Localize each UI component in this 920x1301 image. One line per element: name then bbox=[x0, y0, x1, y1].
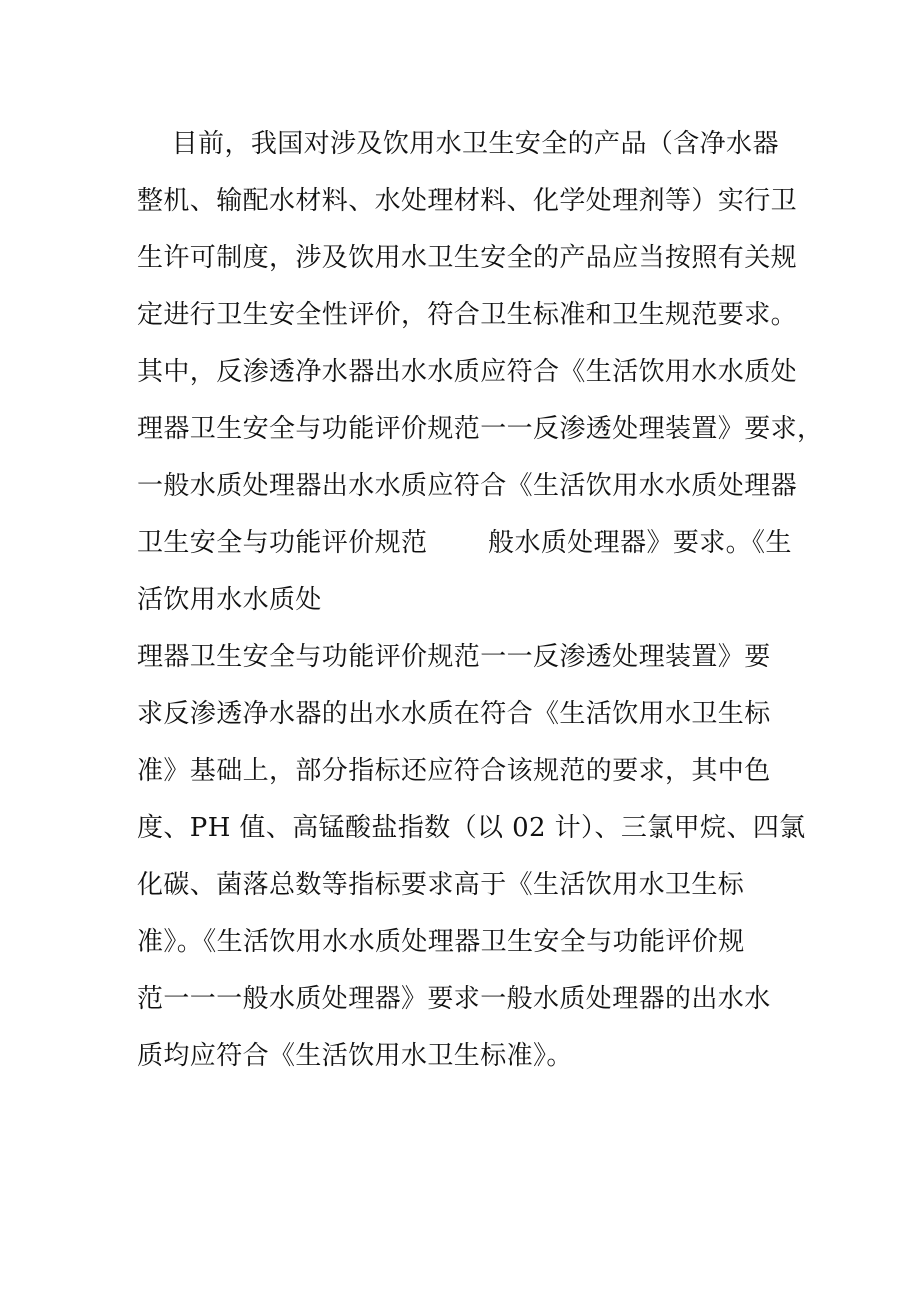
text-line: 活饮用水水质处 bbox=[137, 585, 322, 615]
text-line: 范一一一般水质处理器》要求一般水质处理器的出水水 bbox=[137, 984, 771, 1014]
text-line: 化碳、菌落总数等指标要求高于《生活饮用水卫生标 bbox=[137, 870, 745, 900]
text-line: 其中，反渗透净水器出水水质应符合《生活饮用水水质处 bbox=[137, 357, 798, 387]
text-line: 理器卫生安全与功能评价规范一一反渗透处理装置》要求， bbox=[137, 414, 824, 444]
text-line: 整机、输配水材料、水处理材料、化学处理剂等）实行卫 bbox=[137, 186, 798, 216]
text-line: 求反渗透净水器的出水水质在符合《生活饮用水卫生标 bbox=[137, 699, 771, 729]
text-line: 准》。《生活饮用水水质处理器卫生安全与功能评价规 bbox=[137, 927, 745, 957]
text-line: 度、PH 值、高锰酸盐指数（以 02 计）、三氯甲烷、四氯 bbox=[137, 813, 806, 843]
text-line: 质均应符合《生活饮用水卫生标准》。 bbox=[137, 1041, 573, 1071]
text-line: 理器卫生安全与功能评价规范一一反渗透处理装置》要 bbox=[137, 642, 771, 672]
text-line: 生许可制度，涉及饮用水卫生安全的产品应当按照有关规 bbox=[137, 243, 798, 273]
text-line: 一般水质处理器出水水质应符合《生活饮用水水质处理器 bbox=[137, 471, 798, 501]
text-line: 定进行卫生安全性评价，符合卫生标准和卫生规范要求。 bbox=[137, 300, 798, 330]
text-line: 目前，我国对涉及饮用水卫生安全的产品（含净水器 bbox=[137, 129, 779, 159]
text-line: 卫生安全与功能评价规范 般水质处理器》要求。《生 bbox=[137, 528, 792, 558]
text-line: 准》基础上，部分指标还应符合该规范的要求，其中色 bbox=[137, 756, 771, 786]
